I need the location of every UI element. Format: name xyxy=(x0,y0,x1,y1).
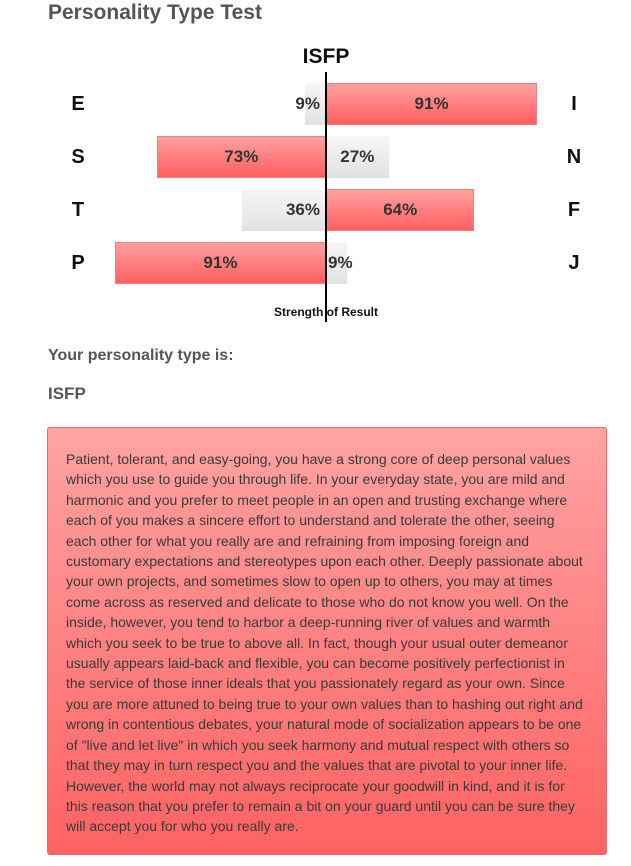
chart-title: ISFP xyxy=(302,45,350,68)
trait-right-n: N xyxy=(566,146,582,168)
bar-e xyxy=(295,83,326,125)
bar-t xyxy=(242,189,326,231)
trait-left-e: E xyxy=(71,93,85,115)
page-title: Personality Type Test xyxy=(48,1,262,24)
bar-label-f: 64% xyxy=(383,200,418,219)
trait-right-i: I xyxy=(571,93,577,115)
description-box xyxy=(47,427,607,855)
bar-label-i: 91% xyxy=(414,94,449,113)
trait-right-j: J xyxy=(568,252,580,274)
bar-j xyxy=(326,242,353,284)
result-type: ISFP xyxy=(48,384,86,403)
bar-label-j: 9% xyxy=(328,253,353,272)
bar-f xyxy=(326,189,474,231)
bar-s xyxy=(157,136,326,178)
bar-i xyxy=(326,83,537,125)
bar-n xyxy=(326,136,389,178)
trait-left-t: T xyxy=(71,199,85,221)
bar-label-n: 27% xyxy=(340,147,375,166)
chart-xlabel: Strength of Result xyxy=(274,305,378,319)
bar-label-p: 91% xyxy=(203,253,238,272)
bar-label-s: 73% xyxy=(224,147,259,166)
trait-right-f: F xyxy=(567,199,581,221)
bar-label-e: 9% xyxy=(295,94,320,113)
trait-left-s: S xyxy=(71,146,85,168)
result-label: Your personality type is: xyxy=(48,347,234,364)
trait-left-p: P xyxy=(71,252,85,274)
description-text: Patient, tolerant, and easy-going, you have a strong core of deep personal values which you use to guide you through life. In your everyday state, you are mild and harmonic and you prefer to meet people in an open and trusting exchange where each of you makes a sincere effort to understand and tolerate the other, seeing each other for what you really are and refraining from imposing foreign and customary expectations and stereotypes upon each other. Deeply passionate about your own projects, and sometimes slow to open up to others, you may at times come across as reserved and delicate to those who do not know you well. On the inside, however, you tend to harbor a deep-running river of values and warmth which you seek to be true to above all. In fact, though your usual outer demeanor usually appears laid-back and flexible, you can become positively perfectionist in the service of those inner ideals that you passionately regard as your own. Since you are more attuned to being true to your own values than to hashing out right and wrong in contentious debates, your natural mode of socialization appears to be one of "live and let live" in which you seek harmony and mutual respect with others so that they may in turn respect you and the values that are pivotal to your inner life. However, the world may not always reciprocate your goodwill in kind, and it is for this reason that you prefer to remain a bit on your guard until you can be sure they will accept you for who you really are. xyxy=(66,451,583,835)
bar-p xyxy=(115,242,326,284)
chart-center-axis xyxy=(325,72,327,322)
bar-label-t: 36% xyxy=(285,200,320,219)
